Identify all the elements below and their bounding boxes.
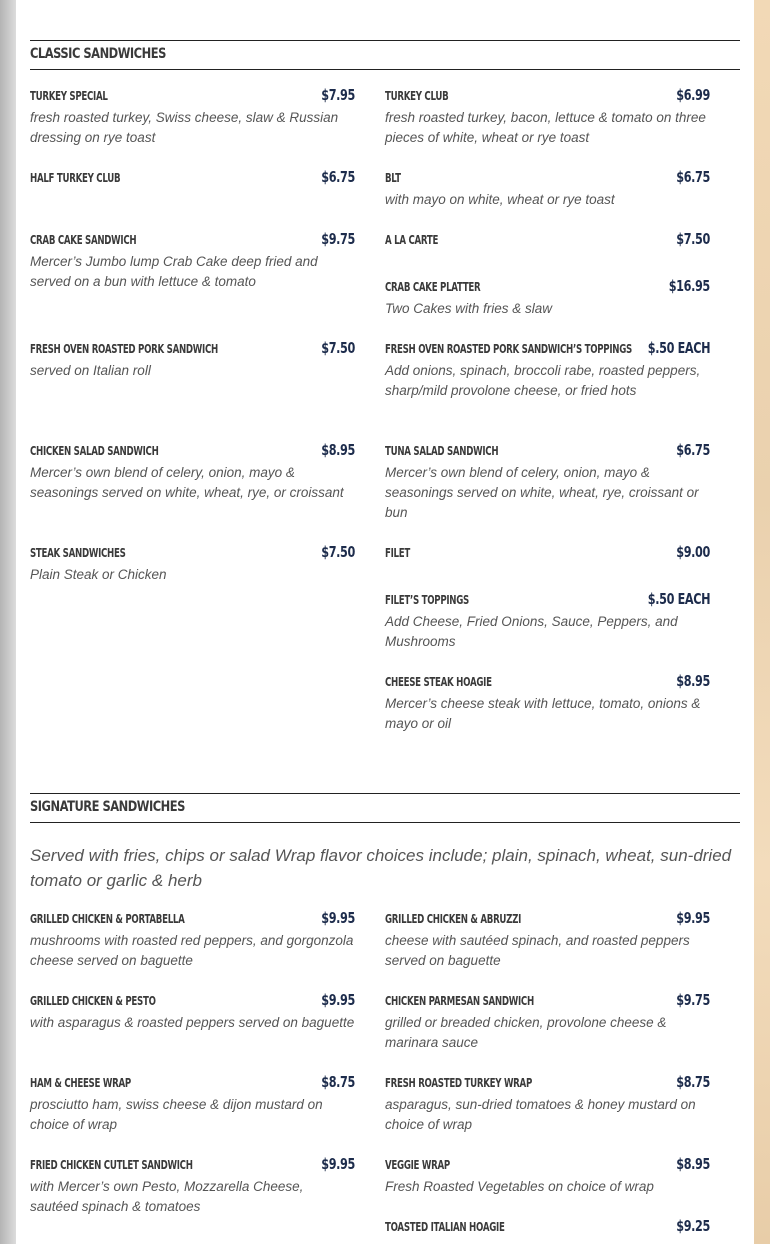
item-price: $7.50 <box>676 230 710 248</box>
section-header-classic <box>30 40 740 70</box>
background-texture-right <box>754 0 770 1244</box>
item-price: $8.95 <box>321 441 355 459</box>
item-description: fresh roasted turkey, bacon, lettuce & tomato on three pieces of white, wheat or rye toast <box>385 110 706 145</box>
item-price: $9.95 <box>321 909 355 927</box>
item-name: FILET <box>385 546 410 560</box>
item-description: Two Cakes with fries & slaw <box>385 301 553 316</box>
item-description: Add onions, spinach, broccoli rabe, roasted peppers, sharp/mild provolone cheese, or fried hots <box>385 363 701 398</box>
item-name: CHICKEN PARMESAN SANDWICH <box>385 994 534 1008</box>
item-name: GRILLED CHICKEN & ABRUZZI <box>385 912 522 926</box>
item-description: Mercer’s own blend of celery, onion, mayo & seasonings served on white, wheat, rye, croissant or bun <box>385 465 699 520</box>
item-price: $9.75 <box>321 230 355 248</box>
item-price: $7.50 <box>321 543 355 561</box>
item-price: $8.75 <box>676 1073 710 1091</box>
item-description: with mayo on white, wheat or rye toast <box>385 192 615 207</box>
item-description: Mercer’s cheese steak with lettuce, tomato, onions & mayo or oil <box>385 696 701 731</box>
item-price: $9.75 <box>676 991 710 1009</box>
section-header-signature <box>30 793 740 823</box>
item-description: mushrooms with roasted red peppers, and gorgonzola cheese served on baguette <box>30 933 354 968</box>
item-name: FILET’S TOPPINGS <box>385 593 469 607</box>
item-description: prosciutto ham, swiss cheese & dijon mustard on choice of wrap <box>30 1097 323 1132</box>
item-name: HALF TURKEY CLUB <box>30 171 121 185</box>
item-name: FRIED CHICKEN CUTLET SANDWICH <box>30 1158 193 1172</box>
item-price: $9.00 <box>676 543 710 561</box>
item-description: Plain Steak or Chicken <box>30 567 167 582</box>
item-name: FRESH OVEN ROASTED PORK SANDWICH <box>30 342 218 356</box>
item-name: HAM & CHEESE WRAP <box>30 1076 131 1090</box>
item-name: STEAK SANDWICHES <box>30 546 126 560</box>
item-name: TURKEY SPECIAL <box>30 89 108 103</box>
item-description: grilled or breaded chicken, provolone cheese & marinara sauce <box>385 1015 667 1050</box>
item-name: CHICKEN SALAD SANDWICH <box>30 444 159 458</box>
item-price: $9.95 <box>321 991 355 1009</box>
item-description: with Mercer’s own Pesto, Mozzarella Cheese, sautéed spinach & tomatoes <box>30 1179 304 1214</box>
section-title: SIGNATURE SANDWICHES <box>30 799 185 815</box>
item-description: fresh roasted turkey, Swiss cheese, slaw & Russian dressing on rye toast <box>30 110 339 145</box>
section-intro: Served with fries, chips or salad Wrap flavor choices include; plain, spinach, wheat, sun-dried tomato or garlic & herb <box>30 846 732 890</box>
item-price: $8.75 <box>321 1073 355 1091</box>
item-price: $7.50 <box>321 339 355 357</box>
item-name: GRILLED CHICKEN & PESTO <box>30 994 156 1008</box>
section-title: CLASSIC SANDWICHES <box>30 46 166 62</box>
item-description: Add Cheese, Fried Onions, Sauce, Peppers, and Mushrooms <box>385 614 678 649</box>
item-price: $9.95 <box>676 909 710 927</box>
item-name: GRILLED CHICKEN & PORTABELLA <box>30 912 185 926</box>
item-price: $6.75 <box>321 168 355 186</box>
item-price: $7.95 <box>321 86 355 104</box>
item-price: $6.99 <box>676 86 710 104</box>
item-description: Fresh Roasted Vegetables on choice of wrap <box>385 1179 654 1194</box>
item-name: FRESH OVEN ROASTED PORK SANDWICH’S TOPPINGS <box>385 342 632 356</box>
item-description: asparagus, sun-dried tomatoes & honey mustard on choice of wrap <box>385 1097 696 1132</box>
item-price: $9.95 <box>321 1155 355 1173</box>
item-name: BLT <box>385 171 401 185</box>
item-name: VEGGIE WRAP <box>385 1158 450 1172</box>
item-name: FRESH ROASTED TURKEY WRAP <box>385 1076 533 1090</box>
item-name: TURKEY CLUB <box>385 89 449 103</box>
item-description: Mercer’s Jumbo lump Crab Cake deep fried and served on a bun with lettuce & tomato <box>30 254 318 289</box>
item-price: $6.75 <box>676 168 710 186</box>
menu-page <box>16 0 754 1244</box>
item-price: $8.95 <box>676 672 710 690</box>
item-price: $.50 EACH <box>647 339 710 357</box>
item-description: served on Italian roll <box>30 363 151 378</box>
item-name: CRAB CAKE SANDWICH <box>30 233 137 247</box>
page-shadow-left <box>0 0 16 1244</box>
item-price: $9.25 <box>676 1217 710 1235</box>
item-price: $6.75 <box>676 441 710 459</box>
item-description: cheese with sautéed spinach, and roasted peppers served on baguette <box>385 933 690 968</box>
item-name: TUNA SALAD SANDWICH <box>385 444 499 458</box>
item-price: $16.95 <box>668 277 710 295</box>
item-price: $8.95 <box>676 1155 710 1173</box>
item-name: TOASTED ITALIAN HOAGIE <box>385 1220 505 1234</box>
item-name: CHEESE STEAK HOAGIE <box>385 675 492 689</box>
item-description: Mercer’s own blend of celery, onion, mayo & seasonings served on white, wheat, rye, or croissant <box>30 465 344 500</box>
item-description: with asparagus & roasted peppers served on baguette <box>30 1015 355 1030</box>
item-name: CRAB CAKE PLATTER <box>385 280 481 294</box>
item-price: $.50 EACH <box>647 590 710 608</box>
item-name: A LA CARTE <box>385 233 439 247</box>
